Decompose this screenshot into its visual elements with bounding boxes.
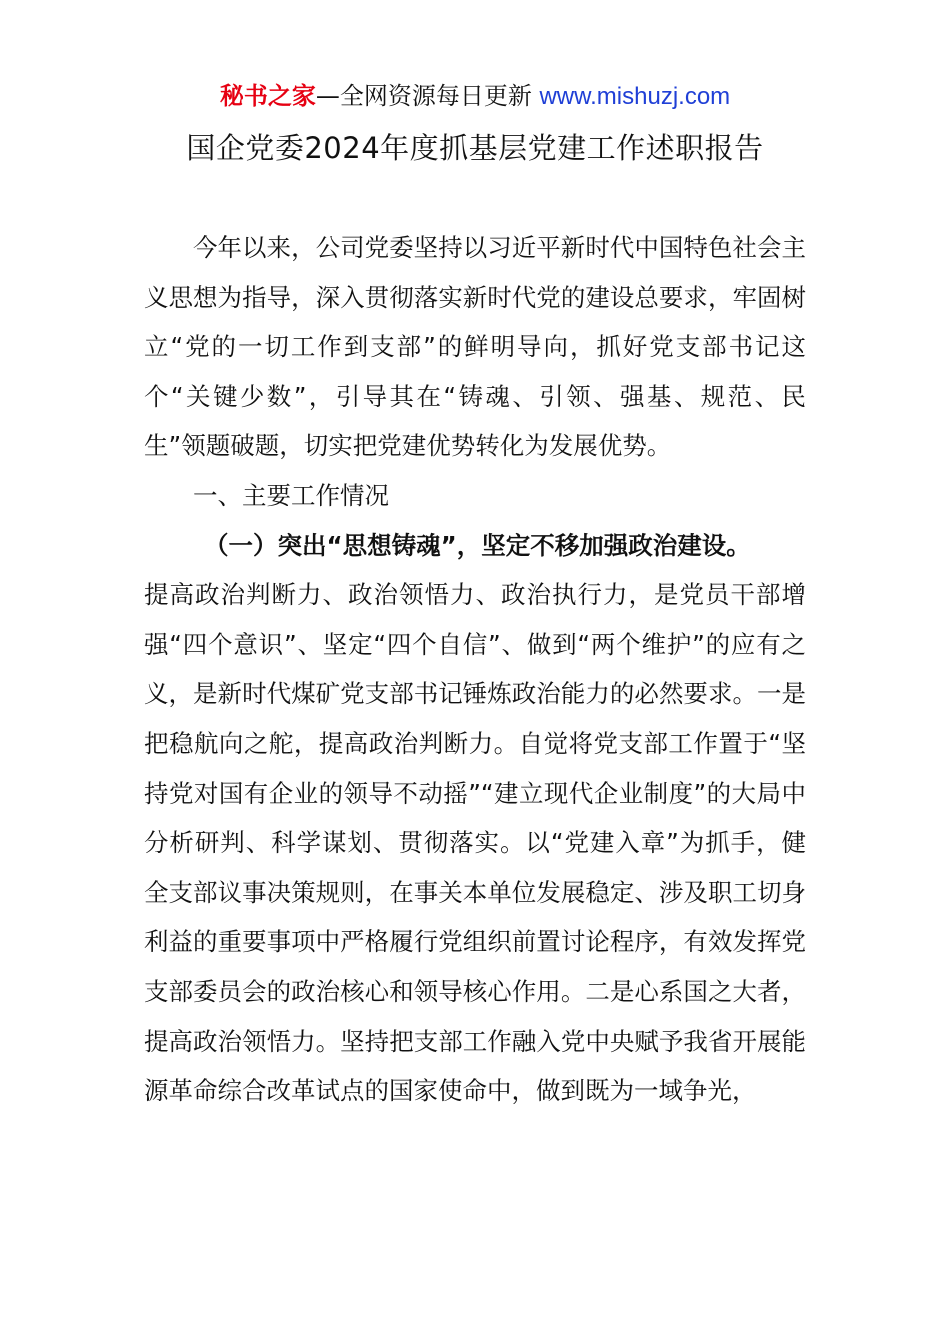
subsection-heading: （一）突出“思想铸魂”，坚定不移加强政治建设。 <box>204 530 751 560</box>
document-title: 国企党委2024年度抓基层党建工作述职报告 <box>186 131 764 165</box>
subsection-paragraph: 提高政治判断力、政治领悟力、政治执行力，是党员干部增强“四个意识”、坚定“四个自信”、做到“两个维护”的应有之义，是新时代煤矿党支部书记锤炼政治能力的必然要求。一是把稳航向之舵，提高政治判断力。自觉将党支部工作置于“坚持党对国有企业的领导不动摇”“建立现代企业制度”的大局中分析研判、科学谋划、贯彻落实。以“党建入章”为抓手，健全支部议事决策规则，在事关本单位发展稳定、涉及职工切身利益的重要事项中严格履行党组织前置讨论程序，有效发挥党支部委员会的政治核心和领导核心作用。二是心系国之大者，提高政治领悟力。坚持把支部工作融入党中央赋予我省开展能源革命综合改革试点的国家使命中，做到既为一域争光， <box>144 580 806 1106</box>
site-banner <box>0 80 950 113</box>
section-heading: 一、主要工作情况 <box>193 480 389 510</box>
banner-tagline: —全网资源每日更新 <box>315 82 540 110</box>
document-body <box>144 223 806 1116</box>
brand-name: 秘书之家 <box>219 82 316 110</box>
intro-paragraph: 今年以来，公司党委坚持以习近平新时代中国特色社会主义思想为指导，深入贯彻落实新时代党的建设总要求，牢固树立“党的一切工作到支部”的鲜明导向，抓好党支部书记这个“关键少数”，引导其在“铸魂、引领、强基、规范、民生”领题破题，切实把党建优势转化为发展优势。 <box>144 233 806 461</box>
site-url-link[interactable]: www.mishuzj.com <box>539 83 731 110</box>
